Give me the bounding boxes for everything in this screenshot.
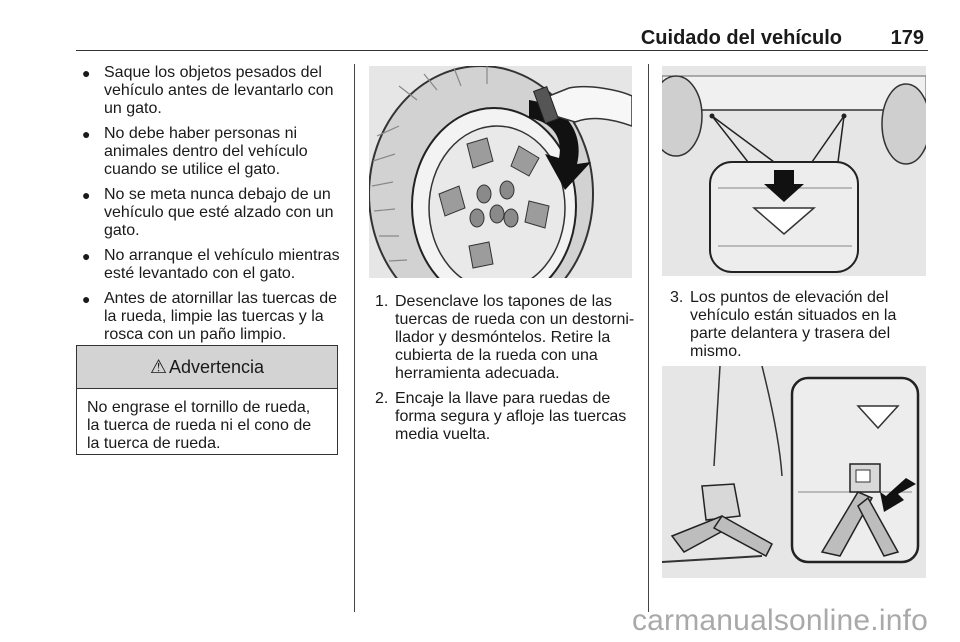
lifting-points-drawing xyxy=(662,66,926,276)
list-item: ● Saque los objetos pesados del vehículo antes de levantarlo con un gato. xyxy=(82,64,334,117)
steps-list-1 xyxy=(369,293,639,451)
bullet-icon: ● xyxy=(82,187,91,203)
warning-header xyxy=(77,346,337,389)
list-item xyxy=(664,289,930,361)
step-number: 2. xyxy=(375,390,389,407)
step-number: 3. xyxy=(670,289,684,306)
step-text: Encaje la llave para ruedas de forma segura y afloje las tuercas media vuelta. xyxy=(395,390,627,443)
watermark: carmanualsonline.info xyxy=(631,604,928,637)
step-text: Desenclave los tapones de las tuercas de rueda con un destorni-llador y desmóntelos. Retire la cubierta de la rueda con una herramienta adecuada. xyxy=(395,293,635,382)
lifting-points-illustration xyxy=(662,66,926,276)
bullet-icon: ● xyxy=(82,248,91,264)
wheel-cover-illustration xyxy=(369,66,632,278)
step-number: 1. xyxy=(375,293,389,310)
steps-list-2 xyxy=(664,289,930,368)
jack-position-drawing xyxy=(662,366,926,578)
page-header xyxy=(76,0,928,51)
wheel-cover-drawing xyxy=(369,66,632,278)
list-item: ● No debe haber personas ni animales dentro del vehículo cuando se utilice el gato. xyxy=(82,125,308,178)
warning-title: Advertencia xyxy=(168,356,265,377)
section-title: Cuidado del vehículo xyxy=(640,27,842,49)
jack-position-illustration xyxy=(662,366,926,578)
list-item: ● Antes de atornillar las tuercas de la rueda, limpie las tuercas y la rosca con un paño limpio. xyxy=(82,290,338,343)
warning-triangle-icon: ⚠ xyxy=(149,356,167,378)
bullet-icon: ● xyxy=(82,126,91,142)
bullet-icon: ● xyxy=(82,291,91,307)
list-item: ● No arranque el vehículo mientras esté levantado con el gato. xyxy=(82,247,340,282)
column-divider xyxy=(648,64,649,612)
list-item xyxy=(369,293,639,383)
column-1 xyxy=(76,64,340,351)
list-item: ● No se meta nunca debajo de un vehículo que esté alzado con un gato. xyxy=(82,186,334,239)
list-item xyxy=(369,390,639,444)
step-text: Los puntos de elevación del vehículo están situados en la parte delantera y trasera del mismo. xyxy=(690,289,897,360)
page-number: 179 xyxy=(890,27,924,49)
warning-text: No engrase el tornillo de rueda, la tuerca de rueda ni el cono de la tuerca de rueda. xyxy=(87,399,312,452)
bullet-icon: ● xyxy=(82,65,91,81)
safety-bullet-list xyxy=(76,64,340,344)
warning-box xyxy=(76,345,338,455)
column-divider xyxy=(354,64,355,612)
